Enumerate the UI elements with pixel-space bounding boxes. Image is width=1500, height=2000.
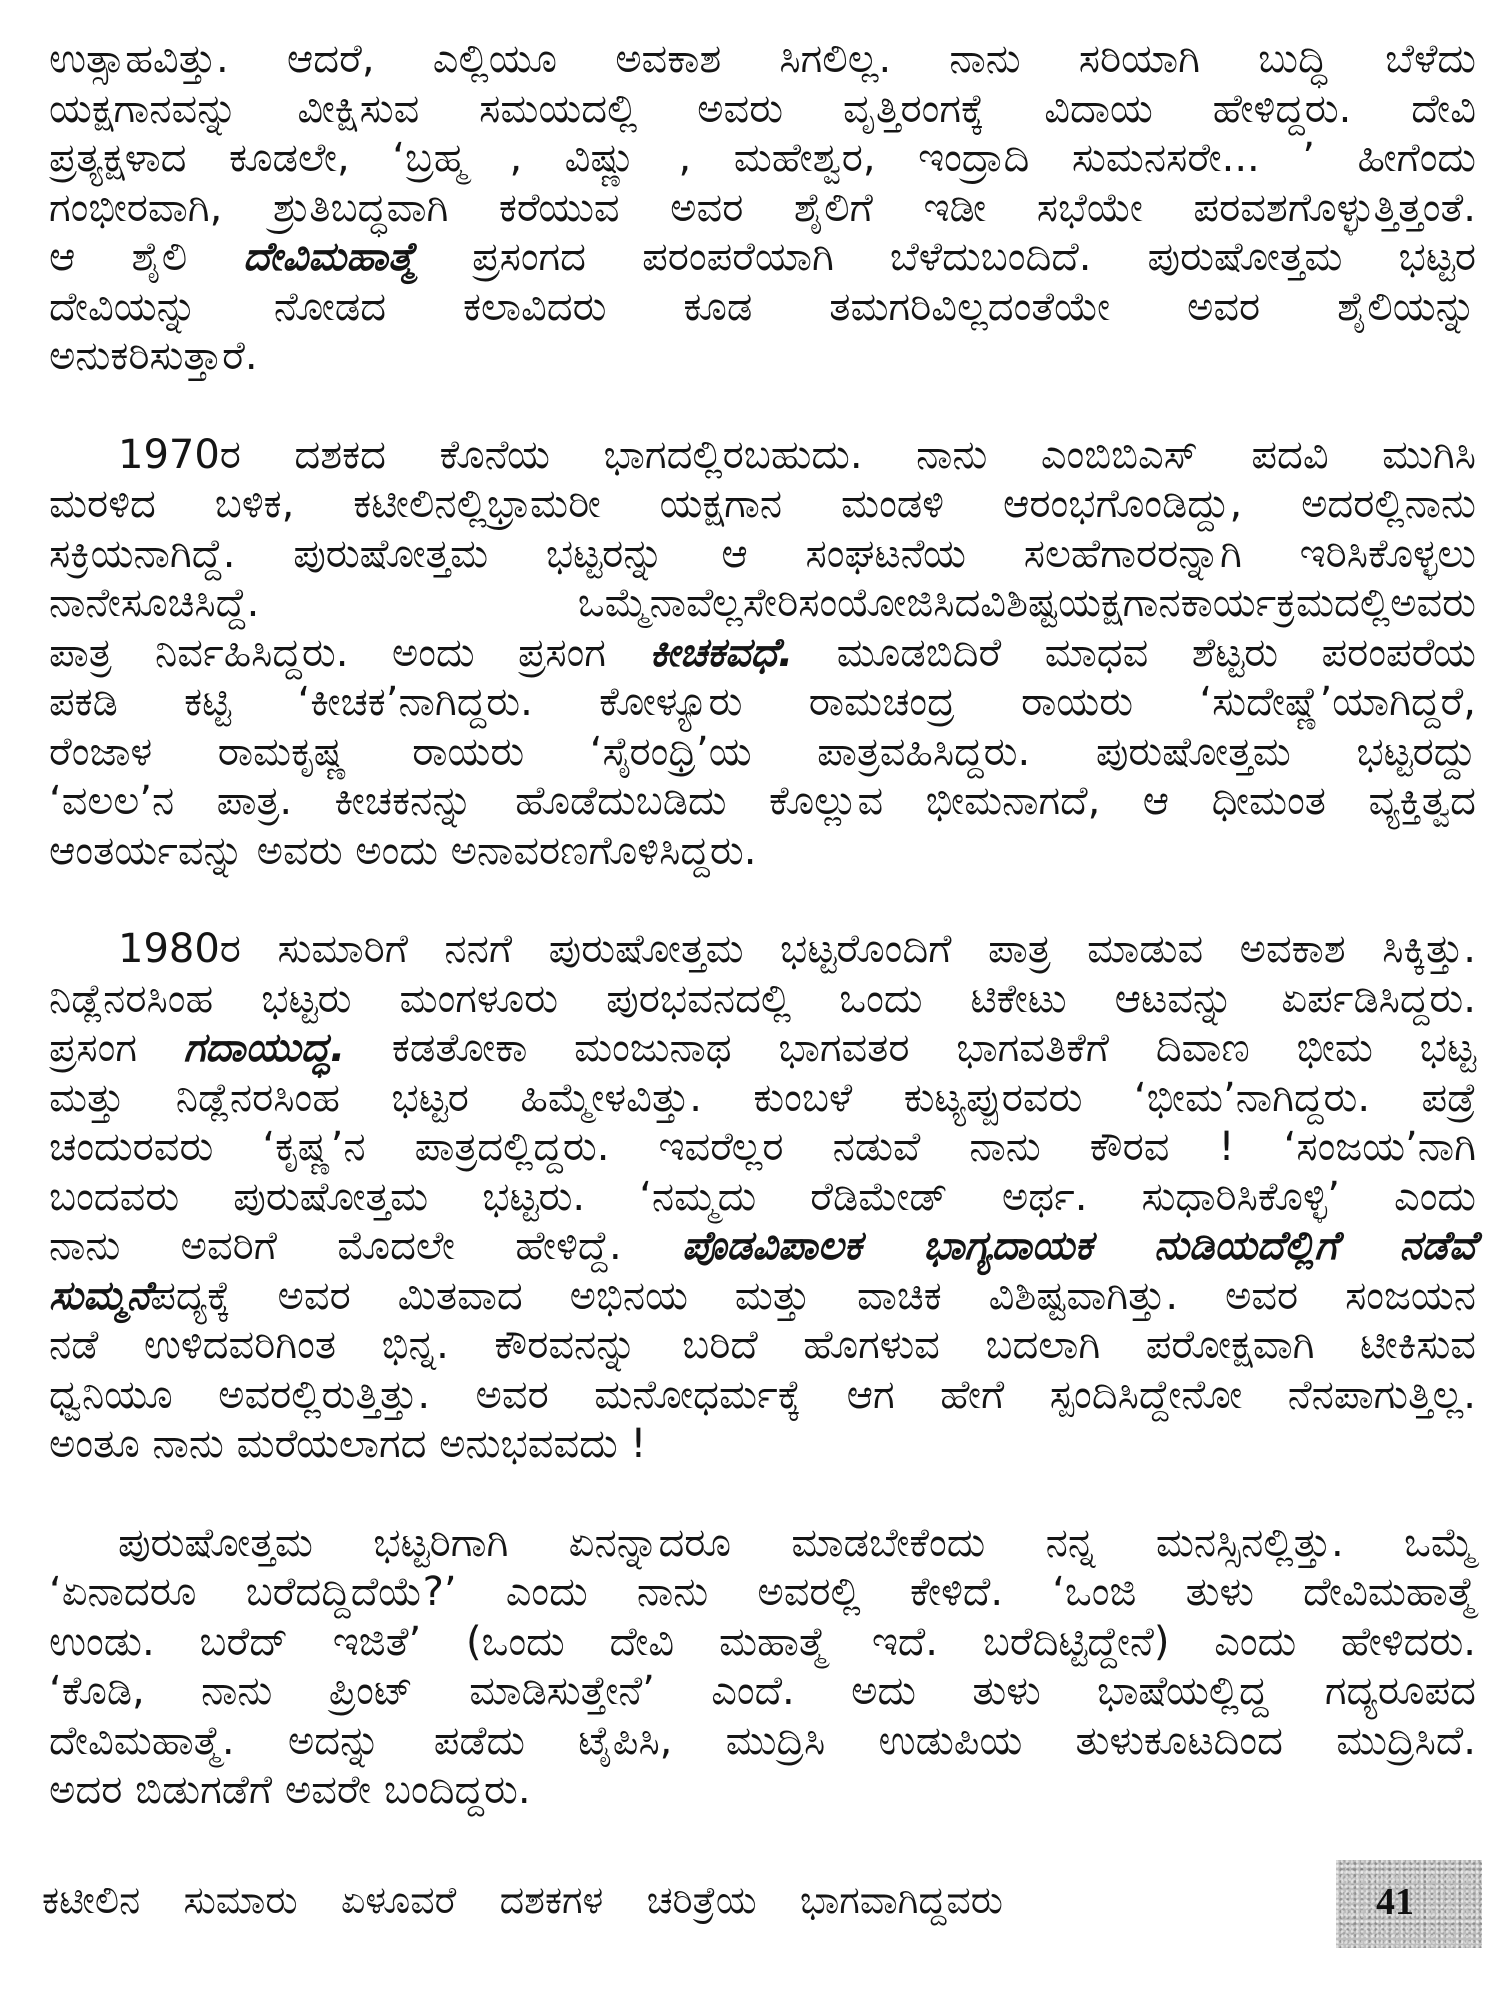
text-line: [49, 975, 1476, 1025]
line-text: 1980ರ ಸುಮಾರಿಗೆ ನನಗೆ ಪುರುಷೋತ್ತಮ ಭಟ್ಟರೊಂದಿಗೆ ಪಾತ್ರ ಮಾಡುವ ಅವಕಾಶ ಸಿಕ್ಕಿತ್ತು.: [118, 926, 1476, 972]
text-line: [49, 1024, 1476, 1074]
line-text: ಆಂತರ್ಯವನ್ನು ಅವರು ಅಂದು ಅನಾವರಣಗೊಳಿಸಿದ್ದರು.: [49, 827, 757, 874]
text-line: [49, 1519, 1476, 1569]
line-text: ‘ಏನಾದರೂ ಬರೆದದ್ದಿದೆಯೆ?’ ಎಂದು ನಾನು ಅವರಲ್ಲಿ ಕೇಳಿದೆ. ‘ಒಂಜಿ ತುಳು ದೇವಿಮಹಾತ್ಮೆ: [49, 1569, 1476, 1615]
text-line: [49, 678, 1476, 728]
line-text: ಉತ್ಸಾಹವಿತ್ತು. ಆದರೆ, ಎಲ್ಲಿಯೂ ಅವಕಾಶ ಸಿಗಲಿಲ್ಲ. ನಾನು ಸರಿಯಾಗಿ ಬುದ್ಧಿ ಬೆಳೆದು: [49, 36, 1476, 82]
text-line: [49, 530, 1476, 580]
line-text: ಆ ಶೈಲಿ: [49, 234, 244, 280]
line-text: ಪಕಡಿ ಕಟ್ಟಿ ‘ಕೀಚಕ’ನಾಗಿದ್ದರು. ಕೋಳ್ಯೂರು ರಾಮಚಂದ್ರ ರಾಯರು ‘ಸುದೇಷ್ಣೆ’ಯಾಗಿದ್ದರೆ,: [49, 679, 1476, 725]
line-text: ‘ಕೊಡಿ, ನಾನು ಪ್ರಿಂಟ್ ಮಾಡಿಸುತ್ತೇನೆ’ ಎಂದೆ. ಅದು ತುಳು ಭಾಷೆಯಲ್ಲಿದ್ದ ಗದ್ಯರೂಪದ: [49, 1668, 1476, 1714]
line-text: ಮೂಡಬಿದಿರೆ ಮಾಧವ ಶೆಟ್ಟರು ಪರಂಪರೆಯ: [793, 629, 1476, 676]
line-text: ನಾನು ಅವರಿಗೆ ಮೊದಲೇ ಹೇಳಿದ್ದೆ.: [49, 1223, 682, 1269]
line-text: ಚಂದುರವರು ‘ಕೃಷ್ಣ’ನ ಪಾತ್ರದಲ್ಲಿದ್ದರು. ಇವರೆಲ್ಲರ ನಡುವೆ ನಾನು ಕೌರವ ! ‘ಸಂಜಯ’ನಾಗಿ: [49, 1124, 1476, 1170]
line-text: ನಿಡ್ಲೆನರಸಿಂಹ ಭಟ್ಟರು ಮಂಗಳೂರು ಪುರಭವನದಲ್ಲಿ ಒಂದು ಟಿಕೇಟು ಆಟವನ್ನು ಏರ್ಪಡಿಸಿದ್ದರು.: [49, 975, 1476, 1022]
text-line: [49, 629, 1476, 679]
line-text: ಪದ್ಯಕ್ಕೆ ಅವರ ಮಿತವಾದ ಅಭಿನಯ ಮತ್ತು ವಾಚಿಕ ವಿಶಿಷ್ಟವಾಗಿತ್ತು. ಅವರ ಸಂಜಯನ: [150, 1272, 1476, 1319]
text-line: [49, 1420, 1476, 1470]
body-text: [49, 35, 1476, 1816]
text-line: [49, 1272, 1476, 1322]
line-text: ‘ವಲಲ’ನ ಪಾತ್ರ. ಕೀಚಕನನ್ನು ಹೊಡೆದುಬಡಿದು ಕೊಲ್ಲುವ ಭೀಮನಾಗದೆ, ಆ ಧೀಮಂತ ವ್ಯಕ್ತಿತ್ವದ: [49, 778, 1476, 824]
line-text: ಅಂತೂ ನಾನು ಮರೆಯಲಾಗದ ಅನುಭವವದು !: [49, 1421, 647, 1467]
line-text: ಅನುಕರಿಸುತ್ತಾರೆ.: [49, 333, 258, 379]
text-line: [49, 925, 1476, 975]
text-line: [49, 1618, 1476, 1668]
line-text: ಮತ್ತು ನಿಡ್ಲೆನರಸಿಂಹ ಭಟ್ಟರ ಹಿಮ್ಮೇಳವಿತ್ತು. ಕುಂಬಳೆ ಕುಟ್ಯಪ್ಪುರವರು ‘ಭೀಮ’ನಾಗಿದ್ದರು. ಪಡ್ರೆ: [49, 1074, 1476, 1121]
text-line: [49, 728, 1476, 778]
text-line: [49, 184, 1476, 234]
page-number-box: [1336, 1860, 1482, 1948]
line-text: ನಾನೇಸೂಚಿಸಿದ್ದೆ. ಒಮ್ಮೆನಾವೆಲ್ಲಸೇರಿಸಂಯೋಜಿಸಿದವಿಶಿಷ್ಟಯಕ್ಷಗಾನಕಾರ್ಯಕ್ರಮದಲ್ಲಿಅವರು: [49, 580, 1476, 626]
paragraph: [49, 431, 1476, 877]
emphasis-text: ಪೊಡವಿಪಾಲಕ ಭಾಗ್ಯದಾಯಕ ನುಡಿಯದೆಲ್ಲಿಗೆ ನಡೆವೆ: [681, 1223, 1476, 1269]
text-line: [49, 579, 1476, 629]
line-text: ಪ್ರಸಂಗದ ಪರಂಪರೆಯಾಗಿ ಬೆಳೆದುಬಂದಿದೆ. ಪುರುಷೋತ್ತಮ ಭಟ್ಟರ: [416, 234, 1476, 280]
text-line: [49, 1766, 1476, 1816]
text-line: [49, 827, 1476, 877]
emphasis-text: ಕೀಚಕವಧೆ.: [649, 629, 794, 676]
line-text: ಪ್ರತ್ಯಕ್ಷಳಾದ ಕೂಡಲೇ, ‘ಬ್ರಹ್ಮ , ವಿಷ್ಣು , ಮಹೇಶ್ವರ, ಇಂದ್ರಾದಿ ಸುಮನಸರೇ... ’ ಹೀಗೆಂದು: [49, 135, 1476, 181]
text-line: [49, 35, 1476, 85]
line-text: ಕಡತೋಕಾ ಮಂಜುನಾಥ ಭಾಗವತರ ಭಾಗವತಿಕೆಗೆ ದಿವಾಣ ಭೀಮ ಭಟ್ಟ: [345, 1025, 1476, 1071]
text-line: [49, 134, 1476, 184]
line-text: ದೇವಿಯನ್ನು ನೋಡದ ಕಲಾವಿದರು ಕೂಡ ತಮಗರಿವಿಲ್ಲದಂತೆಯೇ ಅವರ ಶೈಲಿಯನ್ನು: [49, 283, 1476, 330]
text-line: [49, 1123, 1476, 1173]
line-text: 1970ರ ದಶಕದ ಕೊನೆಯ ಭಾಗದಲ್ಲಿರಬಹುದು. ನಾನು ಎಂಬಿಬಿಎಸ್ ಪದವಿ ಮುಗಿಸಿ: [118, 431, 1476, 478]
text-line: [49, 1371, 1476, 1421]
text-line: [49, 1568, 1476, 1618]
line-text: ಸಕ್ರಿಯನಾಗಿದ್ದೆ. ಪುರುಷೋತ್ತಮ ಭಟ್ಟರನ್ನು ಆ ಸಂಘಟನೆಯ ಸಲಹೆಗಾರರನ್ನಾಗಿ ಇರಿಸಿಕೊಳ್ಳಲು: [49, 530, 1476, 577]
text-line: [49, 85, 1476, 135]
line-text: ಗಂಭೀರವಾಗಿ, ಶ್ರುತಿಬದ್ಧವಾಗಿ ಕರೆಯುವ ಅವರ ಶೈಲಿಗೆ ಇಡೀ ಸಭೆಯೇ ಪರವಶಗೊಳ್ಳುತ್ತಿತ್ತಂತೆ.: [49, 184, 1476, 231]
emphasis-text: ಸುಮ್ಮನೆ: [49, 1272, 151, 1319]
line-text: ದೇವಿಮಹಾತ್ಮೆ. ಅದನ್ನು ಪಡೆದು ಟೈಪಿಸಿ, ಮುದ್ರಿಸಿ ಉಡುಪಿಯ ತುಳುಕೂಟದಿಂದ ಮುದ್ರಿಸಿದೆ.: [49, 1717, 1476, 1764]
text-line: [49, 1717, 1476, 1767]
line-text: ಧ್ವನಿಯೂ ಅವರಲ್ಲಿರುತ್ತಿತ್ತು. ಅವರ ಮನೋಧರ್ಮಕ್ಕೆ ಆಗ ಹೇಗೆ ಸ್ಪಂದಿಸಿದ್ದೇನೋ ನೆನಪಾಗುತ್ತಿಲ್ಲ.: [49, 1371, 1476, 1418]
running-footer: [42, 1876, 1003, 1926]
line-text: ಬಂದವರು ಪುರುಷೋತ್ತಮ ಭಟ್ಟರು. ‘ನಮ್ಮದು ರೆಡಿಮೇಡ್ ಅರ್ಥ. ಸುಧಾರಿಸಿಕೊಳ್ಳಿ’ ಎಂದು: [49, 1173, 1476, 1220]
page-number: 41: [1376, 1881, 1414, 1923]
text-line: [49, 233, 1476, 283]
line-text: ರೆಂಜಾಳ ರಾಮಕೃಷ್ಣ ರಾಯರು ‘ಸೈರಂಧ್ರಿ’ಯ ಪಾತ್ರವಹಿಸಿದ್ದರು. ಪುರುಷೋತ್ತಮ ಭಟ್ಟರದ್ದು: [49, 728, 1476, 775]
text-line: [49, 1222, 1476, 1272]
text-line: [49, 1321, 1476, 1371]
text-line: [49, 1667, 1476, 1717]
text-line: [49, 480, 1476, 530]
text-line: [49, 283, 1476, 333]
paragraph: [49, 1519, 1476, 1816]
running-footer-text: ಕಟೀಲಿನ ಸುಮಾರು ಏಳೂವರೆ ದಶಕಗಳ ಚರಿತ್ರೆಯ ಭಾಗವಾಗಿದ್ದವರು: [42, 1878, 1003, 1922]
line-text: ಅದರ ಬಿಡುಗಡೆಗೆ ಅವರೇ ಬಂದಿದ್ದರು.: [49, 1767, 531, 1813]
text-line: [49, 431, 1476, 481]
line-text: ಪಾತ್ರ ನಿರ್ವಹಿಸಿದ್ದರು. ಅಂದು ಪ್ರಸಂಗ: [49, 629, 650, 676]
text-line: [49, 1074, 1476, 1124]
text-line: [49, 332, 1476, 382]
line-text: ಮರಳಿದ ಬಳಿಕ, ಕಟೀಲಿನಲ್ಲಿಭ್ರಾಮರೀ ಯಕ್ಷಗಾನ ಮಂಡಳಿ ಆರಂಭಗೊಂಡಿದ್ದು, ಅದರಲ್ಲಿನಾನು: [49, 481, 1476, 527]
paragraph: [49, 35, 1476, 382]
paragraph: [49, 925, 1476, 1470]
line-text: ಉಂಡು. ಬರೆದ್ ಇಜಿತೆ’ (ಒಂದು ದೇವಿ ಮಹಾತ್ಮೆ ಇದೆ. ಬರೆದಿಟ್ಟಿದ್ದೇನೆ) ಎಂದು ಹೇಳಿದರು.: [49, 1618, 1476, 1665]
text-line: [49, 1173, 1476, 1223]
line-text: ಪ್ರಸಂಗ: [49, 1025, 184, 1071]
emphasis-text: ಗದಾಯುದ್ಧ.: [183, 1025, 346, 1071]
line-text: ಯಕ್ಷಗಾನವನ್ನು ವೀಕ್ಷಿಸುವ ಸಮಯದಲ್ಲಿ ಅವರು ವೃತ್ತಿರಂಗಕ್ಕೆ ವಿದಾಯ ಹೇಳಿದ್ದರು. ದೇವಿ: [49, 85, 1476, 132]
text-line: [49, 777, 1476, 827]
line-text: ನಡೆ ಉಳಿದವರಿಗಿಂತ ಭಿನ್ನ. ಕೌರವನನ್ನು ಬರಿದೆ ಹೊಗಳುವ ಬದಲಾಗಿ ಪರೋಕ್ಷವಾಗಿ ಟೀಕಿಸುವ: [49, 1322, 1476, 1368]
line-text: ಪುರುಷೋತ್ತಮ ಭಟ್ಟರಿಗಾಗಿ ಏನನ್ನಾದರೂ ಮಾಡಬೇಕೆಂದು ನನ್ನ ಮನಸ್ಸಿನಲ್ಲಿತ್ತು. ಒಮ್ಮೆ: [118, 1519, 1476, 1566]
emphasis-text: ದೇವಿಮಹಾತ್ಮೆ: [243, 234, 417, 280]
